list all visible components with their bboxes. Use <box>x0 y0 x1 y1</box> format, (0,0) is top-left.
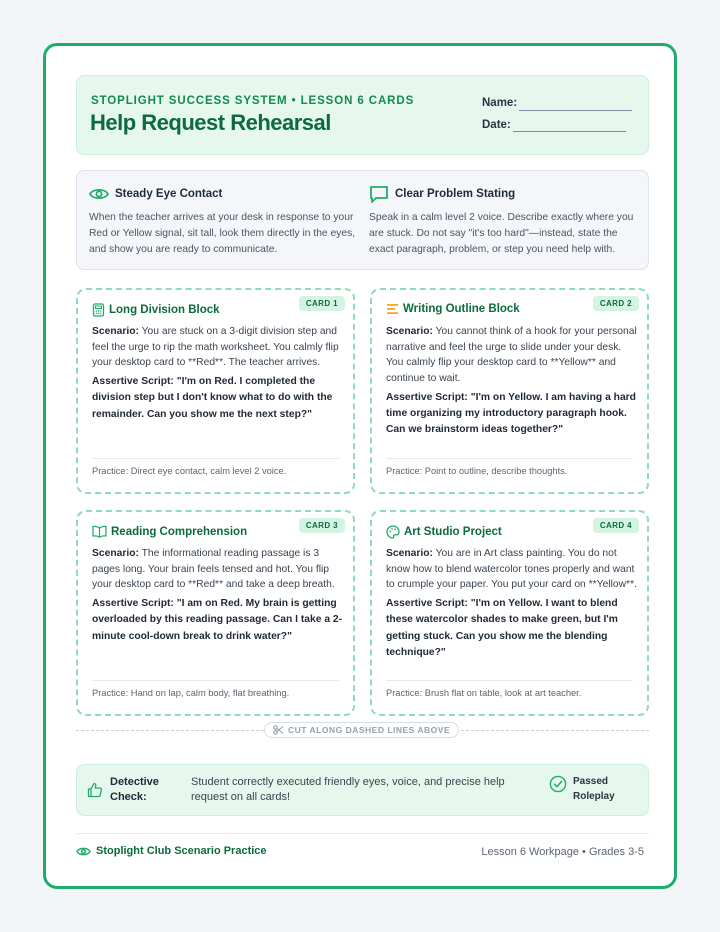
name-label: Name: <box>482 97 518 109</box>
scenario-label: Scenario: <box>92 326 139 337</box>
card-content <box>92 546 344 645</box>
script-label: Assertive Script: <box>386 391 468 403</box>
scissors-icon <box>273 725 284 735</box>
date-field[interactable] <box>513 131 626 132</box>
divider <box>92 458 339 459</box>
divider <box>92 680 339 681</box>
scenario-card-2 <box>370 288 649 494</box>
practice-note: Practice: Direct eye contact, calm level 2 voice. <box>92 466 287 476</box>
detective-check <box>76 764 649 816</box>
open-book-icon <box>92 525 107 538</box>
tip-title: Clear Problem Stating <box>395 188 516 200</box>
scenario-card-1 <box>76 288 355 494</box>
check-text: Student correctly executed friendly eyes, voice, and precise help request on all cards! <box>191 776 505 803</box>
script-text: "I'm on Yellow. I want to blend these watercolor shades to make green, but I'm getting stuck. Can you show me the blending technique?" <box>386 598 618 658</box>
card-content <box>386 324 638 439</box>
script-text: "I'm on Yellow. I am having a hard time organizing my introductory paragraph hook. Can we brainstorm ideas together?" <box>386 391 636 436</box>
tip-eye-contact <box>89 183 357 258</box>
speech-bubble-icon <box>369 185 389 203</box>
card-badge: CARD 2 <box>593 296 639 311</box>
eye-icon <box>76 846 91 857</box>
outline-lines-icon <box>386 303 399 315</box>
card-badge: CARD 3 <box>299 518 345 533</box>
check-title: Detective Check: <box>110 776 159 803</box>
date-label: Date: <box>482 119 511 131</box>
scenario-label: Scenario: <box>386 326 433 337</box>
cut-label: CUT ALONG DASHED LINES ABOVE <box>288 725 451 735</box>
cut-instruction <box>264 722 459 738</box>
scenario-text: You are in Art class painting. You do not know how to blend watercolor tones properly and want to crumple your paper. You put your card on **Yellow**. <box>386 548 637 591</box>
card-content <box>92 324 344 423</box>
scenario-text: You cannot think of a hook for your personal narrative and feel the urge to slide under your desk. You calmly flip your desktop card to **Yellow** and continue to wait. <box>386 326 637 385</box>
footer-info: Lesson 6 Workpage • Grades 3-5 <box>481 846 644 858</box>
scenario-text: The informational reading passage is 3 pages long. Your brain feels tensed and hot. You flip your desktop card to **Red** and take a deep breath. <box>92 548 335 591</box>
practice-note: Practice: Point to outline, describe thoughts. <box>386 466 568 476</box>
tips-panel <box>76 170 649 270</box>
card-badge: CARD 4 <box>593 518 639 533</box>
script-label: Assertive Script: <box>92 598 174 610</box>
eye-icon <box>89 187 109 201</box>
divider <box>386 458 633 459</box>
footer-brand-group <box>76 845 267 857</box>
scenario-label: Scenario: <box>386 548 433 559</box>
check-status: Passed Roleplay <box>573 776 615 802</box>
card-content <box>386 546 638 661</box>
scenario-card-4 <box>370 510 649 716</box>
thumbs-up-icon <box>87 782 103 798</box>
script-text: "I am on Red. My brain is getting overloaded by this reading passage. Can I take a 2-minute cool-down break to drink water?" <box>92 598 343 642</box>
card-title: Reading Comprehension <box>111 525 248 538</box>
card-title: Long Division Block <box>109 304 220 316</box>
calculator-icon <box>92 303 105 317</box>
practice-note: Practice: Brush flat on table, look at art teacher. <box>386 688 582 698</box>
script-label: Assertive Script: <box>92 376 174 388</box>
footer-brand: Stoplight Club Scenario Practice <box>96 845 267 857</box>
header-banner <box>76 75 649 155</box>
tip-body: Speak in a calm level 2 voice. Describe exactly where you are stuck. Do not say "it's too hard"—instead, state the exact paragraph, problem, or step you need help with. <box>369 212 634 255</box>
check-circle-icon[interactable] <box>549 775 567 793</box>
page-title: Help Request Rehearsal <box>90 110 331 135</box>
scenario-text: You are stuck on a 3-digit division step and feel the urge to rip the math worksheet. You calmly flip your desktop card to **Red**. The teacher arrives. <box>92 326 339 369</box>
card-title: Art Studio Project <box>404 526 502 538</box>
palette-icon <box>386 525 400 539</box>
card-title: Writing Outline Block <box>403 303 520 315</box>
script-label: Assertive Script: <box>386 598 468 610</box>
practice-note: Practice: Hand on lap, calm body, flat breathing. <box>92 688 290 698</box>
name-field[interactable] <box>519 110 632 111</box>
tip-body: When the teacher arrives at your desk in response to your Red or Yellow signal, sit tall, look them directly in the eyes, and show you are ready to communicate. <box>89 212 356 255</box>
tip-problem-stating <box>369 183 637 258</box>
script-text: "I'm on Red. I completed the division step but I don't know what to do with the remainder. Can you show me the next step?" <box>92 376 333 420</box>
scenario-card-3 <box>76 510 355 716</box>
divider <box>386 680 633 681</box>
card-badge: CARD 1 <box>299 296 345 311</box>
worksheet-page <box>43 43 677 889</box>
footer-divider <box>76 833 649 834</box>
header-kicker: STOPLIGHT SUCCESS SYSTEM • LESSON 6 CARDS <box>91 95 415 107</box>
tip-title: Steady Eye Contact <box>115 188 223 200</box>
scenario-label: Scenario: <box>92 548 139 559</box>
